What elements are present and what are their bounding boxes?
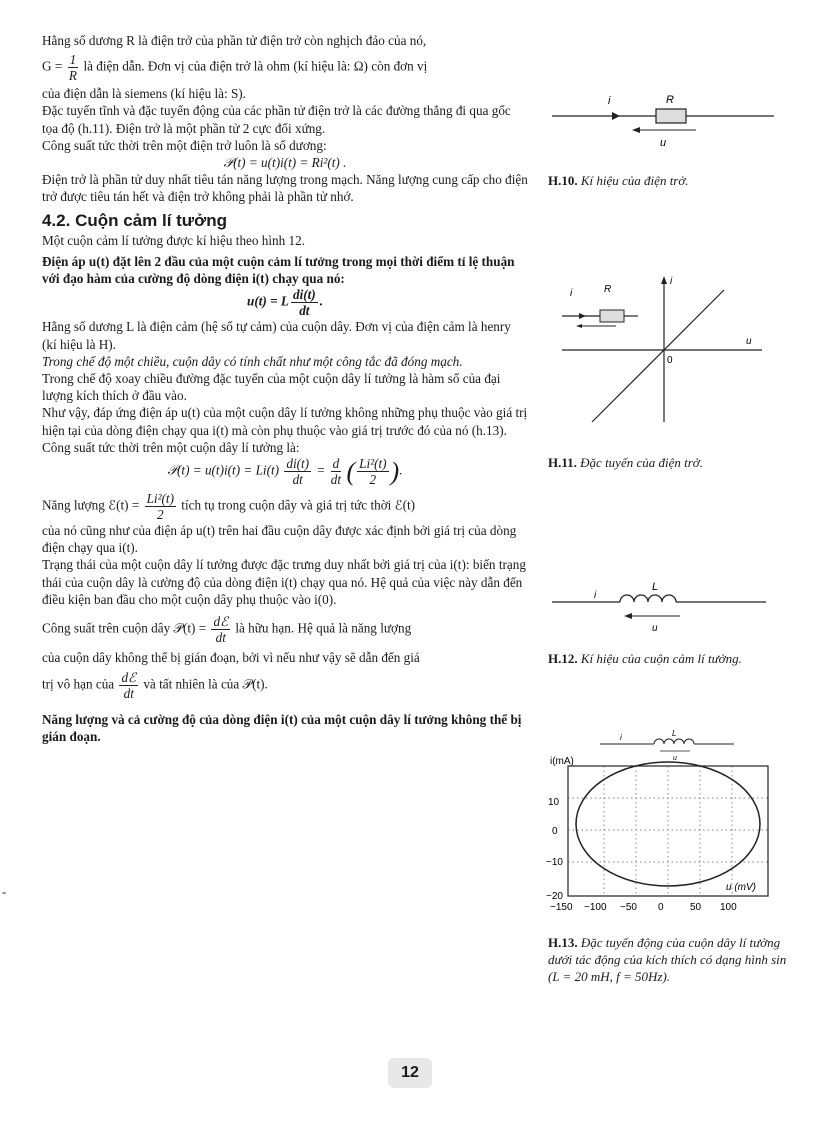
paragraph: Hằng số dương R là điện trở của phần tử điện trở còn nghịch đảo của nó,: [42, 33, 427, 48]
resistor-characteristic-figure: [548, 272, 778, 432]
y-tick-label: −10: [546, 857, 563, 868]
power-finite-statement: [42, 614, 528, 645]
equation-power-resistor: 𝒫(t) = u(t)i(t) = Ri²(t) .: [223, 155, 347, 171]
inductor-symbol-figure: [548, 576, 778, 636]
y-axis-arrow: [661, 276, 667, 284]
x-tick-label: 100: [720, 902, 737, 913]
resistor-label: R: [604, 284, 612, 295]
inductor-label: L: [672, 729, 677, 738]
y-tick-label: 0: [552, 826, 558, 837]
caption-label: H.11.: [548, 455, 577, 470]
resistor-body: [656, 109, 686, 123]
denominator: dt: [123, 686, 134, 702]
fraction: [68, 52, 79, 83]
caption-text: Đặc tuyến của điện trở.: [580, 455, 703, 470]
paragraph: trị vô hạn của: [42, 676, 115, 692]
formula: Năng lượng ℰ(t) =: [42, 497, 140, 513]
x-tick-label: −50: [620, 902, 637, 913]
caption-label: H.13.: [548, 935, 578, 950]
caption-label: H.10.: [548, 173, 578, 188]
energy-definition: [42, 491, 528, 522]
section-title: 4.2. Cuộn cảm lí tưởng: [42, 210, 227, 230]
current-label: i: [608, 95, 611, 107]
denominator: 2: [369, 472, 377, 488]
figure-caption-h10: [548, 172, 798, 189]
numerator: dℰ: [213, 614, 229, 630]
inductor-label: L: [652, 581, 659, 593]
numerator: Li²(t): [146, 491, 174, 507]
denominator: R: [68, 68, 77, 84]
voltage-arrowhead: [624, 613, 632, 619]
paragraph: tích tụ trong cuộn dây và giá trị tức thời ℰ(t): [181, 497, 416, 513]
denominator: dt: [299, 303, 310, 319]
paragraph: Như vậy, đáp ứng điện áp u(t) của một cuộn dây lí tưởng không những phụ thuộc vào giá trị hiện tại của dòng điện chạy qua i(t) mà còn phụ thuộc vào giá trị trước đó của nó (h.13).: [42, 405, 528, 438]
bold-statement: Điện áp u(t) đặt lên 2 đầu của một cuộn cảm lí tưởng trong mọi thời điểm tỉ lệ thuận với đạo hàm của cường độ dòng điện i(t) chạy qua nó:: [42, 254, 515, 287]
resistor-symbol-figure: [548, 90, 778, 152]
numerator: di(t): [286, 456, 310, 472]
formula: =: [316, 462, 326, 478]
denominator: dt: [215, 630, 226, 646]
paragraph: Điện trở là phần tử duy nhất tiêu tán năng lượng trong mạch. Năng lượng cung cấp cho điện trở được tiêu tán hết và điện trở không phải là phần tử nhớ.: [42, 172, 528, 205]
paragraph: Công suất tức thời trên một điện trở luôn là số dương:: [42, 137, 327, 153]
paragraph: Trạng thái của một cuộn dây lí tưởng được đặc trưng duy nhất bởi giá trị của i(t): biến trạng thái của cuộn dây là cường độ của dòng điện i(t) chạy qua nó. Hệ quả của việc này dẫn đến điều kiện ban đầu cho một cuộn dây phụ thuộc vào i(0).: [42, 557, 526, 607]
paragraph: của nó cũng như của điện áp u(t) trên hai đầu cuộn dây được xác định bởi giá trị của dòng điện chạy qua i(t).: [42, 523, 517, 556]
figure-caption-h12: [548, 650, 798, 667]
voltage-arrowhead: [576, 324, 582, 328]
voltage-label: u: [673, 755, 677, 762]
axis-label-u: u: [746, 336, 752, 347]
voltage-label: u: [660, 137, 667, 149]
denominator: dt: [330, 472, 341, 488]
paragraph: là hữu hạn. Hệ quả là năng lượng: [235, 620, 412, 636]
resistor-body: [600, 310, 624, 322]
current-arrow: [612, 112, 620, 120]
caption-text: Kí hiệu của điện trở.: [580, 173, 689, 188]
paragraph: Trong chế độ xoay chiều đường đặc tuyến của một cuộn dây lí tưởng là hàm số của đại lượng kích thích ở đầu vào.: [42, 371, 501, 404]
main-text-column: [42, 32, 528, 746]
y-tick-label: −20: [546, 891, 563, 902]
page-number: 12: [388, 1058, 432, 1088]
fraction: [211, 614, 230, 645]
paragraph: của điện dẫn là siemens (kí hiệu là: S).: [42, 86, 246, 102]
caption-label: H.12.: [548, 651, 578, 666]
formula: Công suất trên cuộn dây 𝒫(t) =: [42, 620, 207, 636]
conductance-definition: [42, 52, 528, 83]
numerator: Li²(t): [359, 456, 387, 472]
inductor-dynamic-characteristic-figure: [544, 726, 794, 922]
equation-power-inductor: 𝒫(t) = u(t)i(t) = Li(t) $\frac{di(t)}{dt}$ = $\frac{d}{dt}$ ( $\frac{\text{Li²(t)}}{2}$ ).: [167, 456, 403, 488]
origin-label: 0: [667, 355, 673, 366]
caption-text: Kí hiệu của cuộn cảm lí tưởng.: [580, 651, 742, 666]
numerator: di(t): [292, 287, 316, 303]
formula: .: [319, 293, 323, 309]
x-tick-label: 50: [690, 902, 702, 913]
bold-conclusion: Năng lượng và cả cường độ của dòng điện i(t) của một cuộn dây lí tưởng không thể bị gián đoạn.: [42, 712, 522, 745]
inductor-coil: [654, 739, 694, 744]
current-label: i: [570, 288, 573, 299]
paragraph: Đặc tuyến tĩnh và đặc tuyến động của các phần tử điện trở là các đường thẳng đi qua gốc tọa độ (h.11). Điện trở là một phần tử 2 cực đối xứng.: [42, 103, 511, 136]
figure-caption-h11: [548, 454, 798, 471]
x-tick-label: −150: [550, 902, 573, 913]
current-arrow: [579, 313, 586, 319]
formula: .: [399, 462, 403, 478]
figure-caption-h13: [548, 934, 788, 985]
numerator: d: [332, 456, 340, 472]
fraction: [357, 456, 388, 487]
voltage-arrowhead: [632, 127, 640, 133]
x-axis-label: u (mV): [726, 882, 756, 893]
x-tick-label: −100: [584, 902, 607, 913]
fraction: [119, 670, 138, 701]
italic-paragraph: Trong chế độ một chiều, cuộn dây có tính chất như một công tắc đã đóng mạch.: [42, 353, 463, 369]
voltage-label: u: [652, 623, 658, 634]
denominator: 2: [157, 507, 164, 523]
current-label: i: [620, 733, 622, 742]
paragraph: Hằng số dương L là điện cảm (hệ số tự cảm) của cuộn dây. Đơn vị của điện cảm là henry (kí hiệu là H).: [42, 319, 511, 352]
y-tick-label: 10: [548, 797, 560, 808]
equation-inductor-voltage: [42, 287, 528, 318]
inductor-coil: [620, 595, 676, 602]
y-axis-label: i(mA): [550, 756, 574, 767]
fraction: [291, 287, 318, 318]
paragraph: Công suất tức thời trên một cuộn dây lí tưởng là:: [42, 439, 300, 455]
denominator: dt: [292, 472, 303, 488]
numerator: 1: [69, 52, 77, 68]
current-label: i: [594, 590, 597, 601]
axis-label-i: i: [670, 276, 673, 287]
formula: 𝒫(t) = u(t)i(t) = Li(t): [167, 462, 280, 478]
fraction: [331, 456, 342, 487]
paragraph: là điện dẫn. Đơn vị của điện trở là ohm (kí hiệu là: Ω) còn đơn vị: [83, 58, 428, 74]
formula: u(t) = L: [247, 293, 289, 309]
x-tick-label: 0: [658, 902, 664, 913]
caption-text: Đặc tuyến động của cuộn dây lí tưởng dưới tác động của kích thích có dạng hình sin (L = 20 mH, f = 50Hz).: [548, 935, 787, 984]
numerator: dℰ: [121, 670, 137, 686]
fraction: [284, 456, 311, 487]
infinite-value-statement: [42, 670, 528, 701]
paragraph: và tất nhiên là của 𝒫(t).: [143, 676, 268, 692]
resistor-label: R: [666, 94, 674, 106]
fraction: [145, 491, 176, 522]
grid: [568, 766, 768, 896]
paragraph: Một cuộn cảm lí tưởng được kí hiệu theo hình 12.: [42, 232, 306, 248]
margin-mark: -: [2, 884, 7, 899]
formula: G =: [42, 58, 63, 74]
paragraph: của cuộn dây không thể bị gián đoạn, bởi vì nếu như vậy sẽ dẫn đến giá: [42, 650, 420, 666]
